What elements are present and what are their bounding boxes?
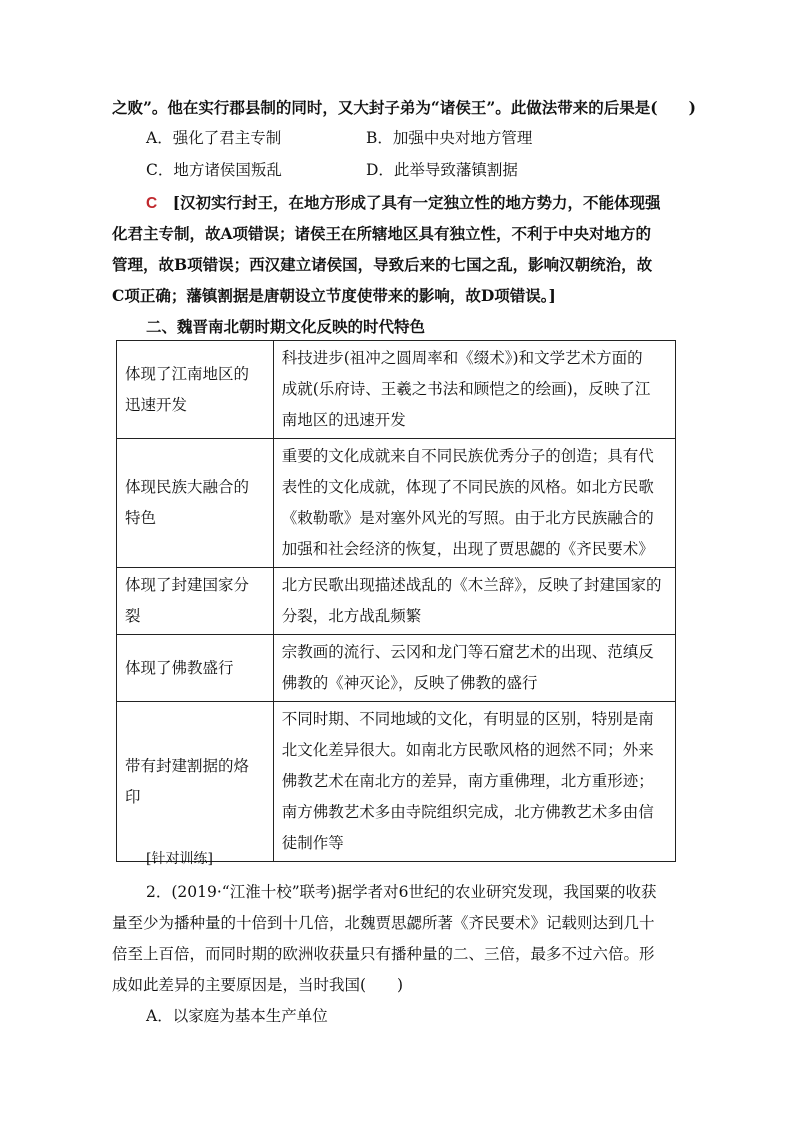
theme-line: 印 <box>125 787 141 806</box>
q1-option-b: B．加强中央对地方管理 <box>366 129 533 147</box>
description-cell <box>273 635 675 702</box>
theme-cell <box>117 341 274 439</box>
description-line: 徒制作等 <box>281 834 344 852</box>
table-row <box>117 568 676 635</box>
q1-option-d: D．此举导致藩镇割据 <box>366 161 518 179</box>
q2-option-a: A．以家庭为基本生产单位 <box>146 1007 328 1025</box>
q2-line-2: 量至少为播种量的十倍到十几倍，北魏贾思勰所著《齐民要术》记载则达到几十 <box>112 914 655 932</box>
training-heading: [针对训练] <box>146 851 213 867</box>
description-line: 南地区的迅速开发 <box>281 411 406 429</box>
description-line: 佛教艺术在南北方的差异，南方重佛理，北方重形迹； <box>281 772 654 790</box>
theme-line: 裂 <box>125 607 141 625</box>
description-cell <box>273 568 675 635</box>
theme-line: 迅速开发 <box>125 395 188 414</box>
theme-line: 特色 <box>125 509 157 527</box>
theme-cell <box>117 635 274 702</box>
q1-explanation-line-3: 管理，故B项错误；西汉建立诸侯国，导致后来的七国之乱，影响汉朝统治，故 <box>112 255 653 274</box>
table-row <box>117 439 676 568</box>
q2-line-4: 成如此差异的主要原因是，当时我国( ) <box>112 976 404 994</box>
q1-explanation-text-1: [汉初实行封王，在地方形成了具有一定独立性的地方势力，不能体现强 <box>172 193 661 212</box>
q1-explanation-line-1 <box>146 193 716 214</box>
description-cell <box>273 439 675 568</box>
q1-option-a: A．强化了君主专制 <box>146 129 282 147</box>
description-line: 表性的文化成就，体现了不同民族的风格。如北方民歌 <box>281 478 654 496</box>
q1-explanation-line-4: C项正确；藩镇割据是唐朝设立节度使带来的影响，故D项错误。] <box>112 286 556 305</box>
theme-cell <box>117 702 274 862</box>
description-cell <box>273 341 675 439</box>
table-row <box>117 341 676 439</box>
theme-line: 体现民族大融合的 <box>125 478 250 496</box>
description-line: 宗教画的流行、云冈和龙门等石窟艺术的出现、范缜反 <box>281 643 654 661</box>
q1-stem-tail: 之败”。他在实行郡县制的同时，又大封子弟为“诸侯王”。此做法带来的后果是( ) <box>112 98 696 117</box>
q1-option-c: C．地方诸侯国叛乱 <box>146 161 282 179</box>
description-line: 《敕勒歌》是对塞外风光的写照。由于北方民族融合的 <box>281 509 654 527</box>
description-line: 分裂，北方战乱频繁 <box>281 607 422 625</box>
description-line: 成就(乐府诗、王羲之书法和顾恺之的绘画)，反映了江 <box>281 380 651 398</box>
q2-line-3: 倍至上百倍，而同时期的欧洲收获量只有播种量的二、三倍，最多不过六倍。形 <box>112 945 655 963</box>
theme-cell <box>117 439 274 568</box>
theme-line: 体现了佛教盛行 <box>125 658 234 677</box>
description-line: 加强和社会经济的恢复，出现了贾思勰的《齐民要术》 <box>281 540 654 558</box>
description-line: 南方佛教艺术多由寺院组织完成，北方佛教艺术多由信 <box>281 803 654 821</box>
description-line: 北文化差异很大。如南北方民歌风格的迥然不同；外来 <box>281 741 654 759</box>
description-line: 佛教的《神灭论》，反映了佛教的盛行 <box>281 674 538 692</box>
theme-cell <box>117 568 274 635</box>
table-row <box>117 635 676 702</box>
q1-explanation-line-2: 化君主专制，故A项错误；诸侯王在所辖地区具有独立性，不利于中央对地方的 <box>112 224 652 243</box>
description-line: 不同时期、不同地域的文化，有明显的区别，特别是南 <box>281 710 654 728</box>
theme-line: 带有封建割据的烙 <box>125 756 250 775</box>
theme-line: 体现了江南地区的 <box>125 364 250 383</box>
description-line: 科技进步(祖冲之圆周率和《缀术》)和文学艺术方面的 <box>281 349 643 367</box>
theme-line: 体现了封建国家分 <box>125 576 250 594</box>
q1-answer-letter: C <box>146 195 158 212</box>
table-row <box>117 702 676 862</box>
section-2-heading: 二、魏晋南北朝时期文化反映的时代特色 <box>146 317 426 336</box>
q2-line-1: 2．(2019·“江淮十校”联考)据学者对6世纪的农业研究发现，我国粟的收获 <box>146 883 657 901</box>
description-line: 北方民歌出现描述战乱的《木兰辞》，反映了封建国家的 <box>281 576 662 594</box>
culture-table <box>116 340 676 862</box>
description-line: 重要的文化成就来自不同民族优秀分子的创造；具有代 <box>281 447 654 465</box>
description-cell <box>273 702 675 862</box>
